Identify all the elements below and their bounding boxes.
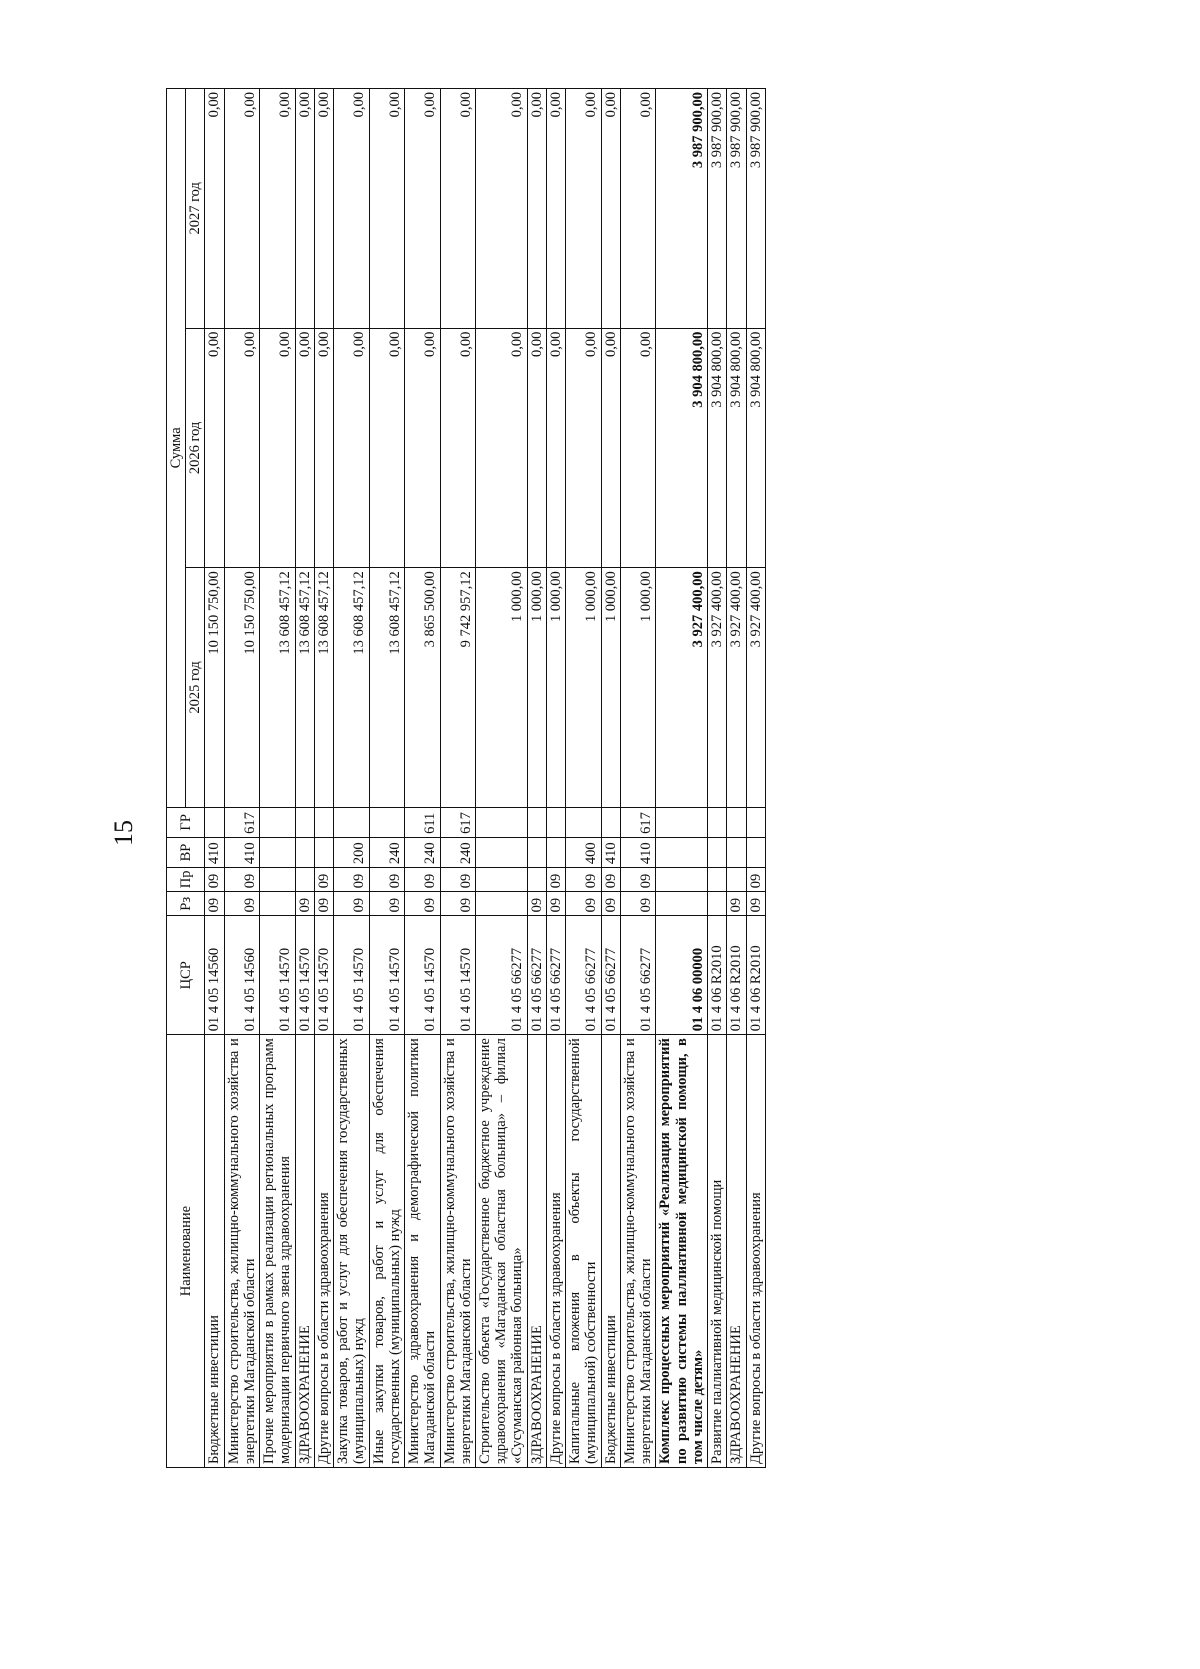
table-body bbox=[205, 89, 765, 1468]
cell-vr bbox=[260, 837, 295, 867]
cell-rz: 09 bbox=[295, 892, 314, 916]
cell-csr: 01 4 05 66277 bbox=[620, 916, 655, 1035]
cell-vr bbox=[708, 837, 727, 867]
table-row bbox=[601, 89, 620, 1468]
cell-gr: 617 bbox=[620, 807, 655, 837]
cell-2027: 0,00 bbox=[295, 89, 314, 329]
cell-vr: 240 bbox=[405, 837, 440, 867]
table-row bbox=[566, 89, 601, 1468]
cell-name: Комплекс процессных мероприятий «Реализация мероприятий по развитию системы паллиативной медицинской помощи, в том числе детям» bbox=[656, 1035, 708, 1468]
cell-gr bbox=[546, 807, 565, 837]
cell-2027: 3 987 900,00 bbox=[708, 89, 727, 329]
cell-2026: 3 904 800,00 bbox=[708, 328, 727, 568]
cell-rz: 09 bbox=[224, 892, 259, 916]
table-row bbox=[224, 89, 259, 1468]
cell-pr: 09 bbox=[440, 868, 475, 892]
cell-name: Иные закупки товаров, работ и услуг для обеспечения государственных (муниципальных) нужд bbox=[369, 1035, 404, 1468]
cell-csr: 01 4 05 14570 bbox=[405, 916, 440, 1035]
cell-vr: 410 bbox=[205, 837, 224, 867]
cell-2025: 3 927 400,00 bbox=[708, 568, 727, 808]
cell-csr: 01 4 05 14560 bbox=[224, 916, 259, 1035]
cell-2026: 0,00 bbox=[205, 328, 224, 568]
cell-gr bbox=[527, 807, 546, 837]
cell-2025: 10 150 750,00 bbox=[205, 568, 224, 808]
cell-rz: 09 bbox=[527, 892, 546, 916]
cell-2025: 1 000,00 bbox=[620, 568, 655, 808]
cell-2025: 13 608 457,12 bbox=[369, 568, 404, 808]
cell-gr bbox=[334, 807, 369, 837]
cell-csr: 01 4 06 00000 bbox=[656, 916, 708, 1035]
table-row bbox=[260, 89, 295, 1468]
cell-vr: 410 bbox=[620, 837, 655, 867]
cell-gr bbox=[475, 807, 527, 837]
cell-pr: 09 bbox=[224, 868, 259, 892]
cell-pr bbox=[475, 868, 527, 892]
cell-2025: 3 927 400,00 bbox=[727, 568, 746, 808]
cell-csr: 01 4 05 66277 bbox=[566, 916, 601, 1035]
cell-2025: 13 608 457,12 bbox=[314, 568, 333, 808]
cell-vr bbox=[475, 837, 527, 867]
budget-table bbox=[166, 88, 766, 1468]
cell-2025: 13 608 457,12 bbox=[295, 568, 314, 808]
cell-name: Строительство объекта «Государственное бюджетное учреждение здравоохранения «Магаданская областная больница» – филиал «Сусуманская районная больница» bbox=[475, 1035, 527, 1468]
header-vr: ВР bbox=[167, 837, 205, 867]
cell-gr bbox=[708, 807, 727, 837]
cell-name: Министерство здравоохранения и демографической политики Магаданской области bbox=[405, 1035, 440, 1468]
cell-vr: 240 bbox=[440, 837, 475, 867]
cell-2026: 3 904 800,00 bbox=[727, 328, 746, 568]
cell-name: ЗДРАВООХРАНЕНИЕ bbox=[295, 1035, 314, 1468]
cell-rz bbox=[656, 892, 708, 916]
cell-rz: 09 bbox=[546, 892, 565, 916]
cell-vr bbox=[295, 837, 314, 867]
cell-name: Бюджетные инвестиции bbox=[601, 1035, 620, 1468]
cell-2027: 3 987 900,00 bbox=[746, 89, 765, 329]
cell-csr: 01 4 05 66277 bbox=[527, 916, 546, 1035]
cell-2027: 0,00 bbox=[224, 89, 259, 329]
cell-gr bbox=[656, 807, 708, 837]
cell-rz bbox=[475, 892, 527, 916]
cell-2026: 0,00 bbox=[475, 328, 527, 568]
cell-csr: 01 4 05 66277 bbox=[601, 916, 620, 1035]
cell-gr: 611 bbox=[405, 807, 440, 837]
table-row bbox=[205, 89, 224, 1468]
cell-2027: 0,00 bbox=[334, 89, 369, 329]
cell-rz: 09 bbox=[566, 892, 601, 916]
cell-pr: 09 bbox=[546, 868, 565, 892]
cell-csr: 01 4 05 14570 bbox=[440, 916, 475, 1035]
table-row bbox=[546, 89, 565, 1468]
cell-2026: 0,00 bbox=[440, 328, 475, 568]
cell-rz: 09 bbox=[205, 892, 224, 916]
cell-name: Министерство строительства, жилищно-коммунального хозяйства и энергетики Магаданской области bbox=[224, 1035, 259, 1468]
cell-vr: 240 bbox=[369, 837, 404, 867]
cell-pr: 09 bbox=[566, 868, 601, 892]
cell-csr: 01 4 06 R2010 bbox=[708, 916, 727, 1035]
cell-2027: 0,00 bbox=[405, 89, 440, 329]
cell-rz: 09 bbox=[746, 892, 765, 916]
cell-name: Другие вопросы в области здравоохранения bbox=[546, 1035, 565, 1468]
cell-csr: 01 4 05 14570 bbox=[369, 916, 404, 1035]
cell-gr: 617 bbox=[440, 807, 475, 837]
cell-2027: 0,00 bbox=[440, 89, 475, 329]
cell-name: Другие вопросы в области здравоохранения bbox=[746, 1035, 765, 1468]
cell-name: ЗДРАВООХРАНЕНИЕ bbox=[527, 1035, 546, 1468]
cell-2026: 0,00 bbox=[334, 328, 369, 568]
table-row bbox=[295, 89, 314, 1468]
cell-rz: 09 bbox=[334, 892, 369, 916]
cell-gr bbox=[746, 807, 765, 837]
cell-name: Развитие паллиативной медицинской помощи bbox=[708, 1035, 727, 1468]
page-number: 15 bbox=[109, 820, 138, 846]
cell-pr: 09 bbox=[620, 868, 655, 892]
cell-gr bbox=[369, 807, 404, 837]
cell-csr: 01 4 06 R2010 bbox=[727, 916, 746, 1035]
cell-gr: 617 bbox=[224, 807, 259, 837]
cell-2026: 0,00 bbox=[369, 328, 404, 568]
cell-vr bbox=[314, 837, 333, 867]
header-2025: 2025 год bbox=[186, 568, 205, 808]
cell-csr: 01 4 06 R2010 bbox=[746, 916, 765, 1035]
table-row bbox=[746, 89, 765, 1468]
cell-rz bbox=[708, 892, 727, 916]
header-pr: Пр bbox=[167, 868, 205, 892]
header-csr: ЦСР bbox=[167, 916, 205, 1035]
cell-vr: 410 bbox=[224, 837, 259, 867]
cell-rz: 09 bbox=[620, 892, 655, 916]
cell-vr bbox=[546, 837, 565, 867]
cell-2025: 1 000,00 bbox=[527, 568, 546, 808]
cell-2025: 1 000,00 bbox=[566, 568, 601, 808]
cell-gr bbox=[727, 807, 746, 837]
cell-2026: 3 904 800,00 bbox=[656, 328, 708, 568]
cell-2027: 0,00 bbox=[475, 89, 527, 329]
cell-vr bbox=[527, 837, 546, 867]
cell-rz: 09 bbox=[440, 892, 475, 916]
cell-2027: 0,00 bbox=[546, 89, 565, 329]
cell-2025: 1 000,00 bbox=[546, 568, 565, 808]
cell-2027: 3 987 900,00 bbox=[727, 89, 746, 329]
cell-pr bbox=[708, 868, 727, 892]
cell-2025: 13 608 457,12 bbox=[334, 568, 369, 808]
cell-pr bbox=[295, 868, 314, 892]
cell-pr: 09 bbox=[369, 868, 404, 892]
cell-vr bbox=[746, 837, 765, 867]
cell-csr: 01 4 05 14570 bbox=[334, 916, 369, 1035]
table-row bbox=[369, 89, 404, 1468]
cell-2025: 1 000,00 bbox=[601, 568, 620, 808]
cell-csr: 01 4 05 14560 bbox=[205, 916, 224, 1035]
cell-rz: 09 bbox=[405, 892, 440, 916]
cell-2027: 0,00 bbox=[620, 89, 655, 329]
cell-2025: 9 742 957,12 bbox=[440, 568, 475, 808]
header-rz: Рз bbox=[167, 892, 205, 916]
cell-pr: 09 bbox=[746, 868, 765, 892]
cell-2026: 0,00 bbox=[620, 328, 655, 568]
header-2026: 2026 год bbox=[186, 328, 205, 568]
cell-name: ЗДРАВООХРАНЕНИЕ bbox=[727, 1035, 746, 1468]
cell-2026: 0,00 bbox=[601, 328, 620, 568]
cell-2026: 0,00 bbox=[260, 328, 295, 568]
table-row bbox=[475, 89, 527, 1468]
cell-2025: 3 865 500,00 bbox=[405, 568, 440, 808]
cell-pr bbox=[727, 868, 746, 892]
cell-rz: 09 bbox=[727, 892, 746, 916]
cell-2025: 3 927 400,00 bbox=[746, 568, 765, 808]
cell-name: Бюджетные инвестиции bbox=[205, 1035, 224, 1468]
cell-csr: 01 4 05 14570 bbox=[260, 916, 295, 1035]
cell-2027: 0,00 bbox=[369, 89, 404, 329]
table-row bbox=[620, 89, 655, 1468]
cell-2025: 1 000,00 bbox=[475, 568, 527, 808]
header-sum: Сумма bbox=[167, 89, 186, 808]
cell-csr: 01 4 05 66277 bbox=[475, 916, 527, 1035]
cell-pr: 09 bbox=[314, 868, 333, 892]
cell-pr bbox=[527, 868, 546, 892]
cell-name: Другие вопросы в области здравоохранения bbox=[314, 1035, 333, 1468]
cell-2027: 3 987 900,00 bbox=[656, 89, 708, 329]
cell-name: Закупка товаров, работ и услуг для обеспечения государственных (муниципальных) нужд bbox=[334, 1035, 369, 1468]
cell-gr bbox=[601, 807, 620, 837]
header-name: Наименование bbox=[167, 1035, 205, 1468]
cell-2026: 0,00 bbox=[295, 328, 314, 568]
cell-2026: 0,00 bbox=[527, 328, 546, 568]
cell-gr bbox=[260, 807, 295, 837]
table-row bbox=[440, 89, 475, 1468]
cell-pr: 09 bbox=[405, 868, 440, 892]
table-row bbox=[405, 89, 440, 1468]
cell-2026: 0,00 bbox=[405, 328, 440, 568]
cell-2027: 0,00 bbox=[314, 89, 333, 329]
cell-2027: 0,00 bbox=[601, 89, 620, 329]
cell-2025: 3 927 400,00 bbox=[656, 568, 708, 808]
cell-2027: 0,00 bbox=[205, 89, 224, 329]
table-row bbox=[656, 89, 708, 1468]
cell-2026: 0,00 bbox=[224, 328, 259, 568]
cell-rz: 09 bbox=[601, 892, 620, 916]
cell-2026: 0,00 bbox=[314, 328, 333, 568]
cell-csr: 01 4 05 14570 bbox=[295, 916, 314, 1035]
cell-2025: 10 150 750,00 bbox=[224, 568, 259, 808]
cell-csr: 01 4 05 14570 bbox=[314, 916, 333, 1035]
table-row bbox=[334, 89, 369, 1468]
cell-rz bbox=[260, 892, 295, 916]
cell-csr: 01 4 05 66277 bbox=[546, 916, 565, 1035]
cell-rz: 09 bbox=[369, 892, 404, 916]
cell-name: Министерство строительства, жилищно-коммунального хозяйства и энергетики Магаданской области bbox=[440, 1035, 475, 1468]
table-row bbox=[708, 89, 727, 1468]
cell-gr bbox=[314, 807, 333, 837]
header-2027: 2027 год bbox=[186, 89, 205, 329]
cell-pr: 09 bbox=[601, 868, 620, 892]
table-row bbox=[727, 89, 746, 1468]
cell-pr: 09 bbox=[334, 868, 369, 892]
cell-name: Прочие мероприятия в рамках реализации региональных программ модернизации первичного звена здравоохранения bbox=[260, 1035, 295, 1468]
cell-rz: 09 bbox=[314, 892, 333, 916]
cell-vr: 400 bbox=[566, 837, 601, 867]
cell-2027: 0,00 bbox=[566, 89, 601, 329]
cell-vr: 200 bbox=[334, 837, 369, 867]
cell-2026: 0,00 bbox=[566, 328, 601, 568]
cell-pr bbox=[260, 868, 295, 892]
cell-name: Министерство строительства, жилищно-коммунального хозяйства и энергетики Магаданской области bbox=[620, 1035, 655, 1468]
header-gr: ГР bbox=[167, 807, 205, 837]
cell-2027: 0,00 bbox=[260, 89, 295, 329]
cell-gr bbox=[295, 807, 314, 837]
cell-2027: 0,00 bbox=[527, 89, 546, 329]
cell-2026: 0,00 bbox=[546, 328, 565, 568]
cell-pr: 09 bbox=[205, 868, 224, 892]
cell-2026: 3 904 800,00 bbox=[746, 328, 765, 568]
table-row bbox=[527, 89, 546, 1468]
table-row bbox=[314, 89, 333, 1468]
cell-vr: 410 bbox=[601, 837, 620, 867]
cell-2025: 13 608 457,12 bbox=[260, 568, 295, 808]
cell-gr bbox=[205, 807, 224, 837]
cell-pr bbox=[656, 868, 708, 892]
budget-table-wrapper bbox=[166, 88, 1056, 1468]
cell-name: Капитальные вложения в объекты государственной (муниципальной) собственности bbox=[566, 1035, 601, 1468]
cell-vr bbox=[656, 837, 708, 867]
cell-gr bbox=[566, 807, 601, 837]
cell-vr bbox=[727, 837, 746, 867]
